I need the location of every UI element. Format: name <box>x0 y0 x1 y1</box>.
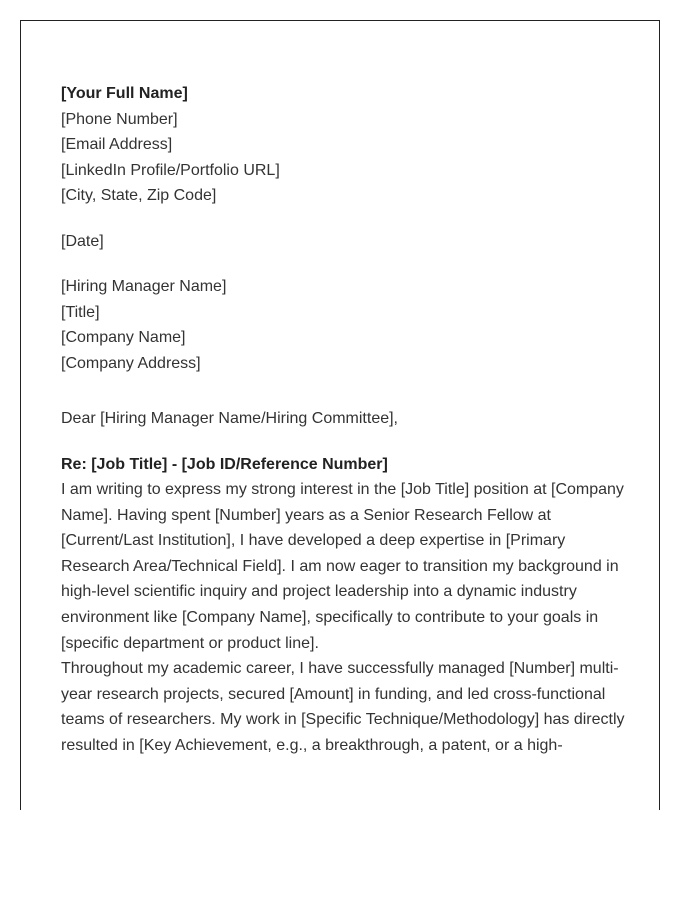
sender-block <box>61 81 629 209</box>
sender-linkedin: [LinkedIn Profile/Portfolio URL] <box>61 161 280 179</box>
recipient-name: [Hiring Manager Name] <box>61 278 227 295</box>
recipient-address: [Company Address] <box>61 354 201 372</box>
subject-block <box>61 452 629 478</box>
recipient-company: [Company Name] <box>61 329 186 346</box>
recipient-block <box>61 274 629 376</box>
sender-email: [Email Address] <box>61 136 173 153</box>
sender-location: [City, State, Zip Code] <box>61 187 217 204</box>
subject-line: Re: [Job Title] - [Job ID/Reference Number] <box>61 455 388 473</box>
letter-date: [Date] <box>61 232 104 250</box>
body-paragraph-1: I am writing to express my strong interest in the [Job Title] position at [Company Name]. Having spent [Number] years as a Senior Research Fellow at [Current/Last Institution], I have developed a deep expertise in [Primary Research Area/Technical Field]. I am now eager to transition my background in high-level scientific inquiry and project leadership into a dynamic industry environment like [Company Name], specifically to contribute to your goals in [specific department or product line]. <box>61 481 624 652</box>
salutation: Dear [Hiring Manager Name/Hiring Committee], <box>61 410 398 427</box>
letter-page <box>20 20 660 810</box>
letter-body <box>61 81 629 759</box>
sender-phone: [Phone Number] <box>61 110 178 128</box>
recipient-title: [Title] <box>61 303 100 321</box>
sender-name: [Your Full Name] <box>61 85 188 102</box>
salutation-block <box>61 406 629 432</box>
body-paragraph-2: Throughout my academic career, I have successfully managed [Number] multi-year research projects, secured [Amount] in funding, and led cross-functional teams of researchers. My work in [Specific Technique/Methodology] has directly resulted in [Key Achievement, e.g., a breakthrough, a patent, or a high- <box>61 660 625 754</box>
date-block <box>61 229 629 255</box>
